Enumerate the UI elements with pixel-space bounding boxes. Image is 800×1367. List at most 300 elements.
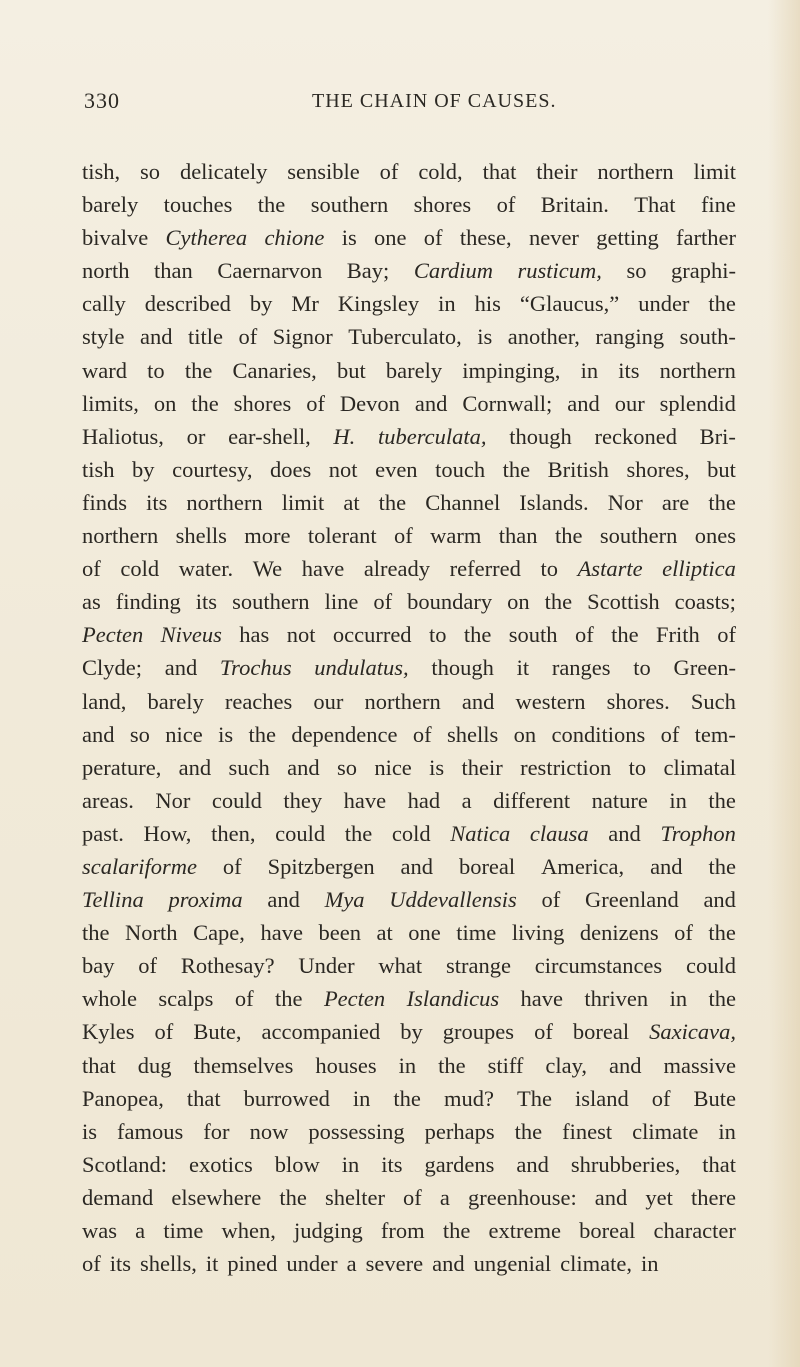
- word: northern: [364, 688, 441, 714]
- word: extreme: [488, 1218, 561, 1243]
- word: to: [628, 754, 647, 780]
- word: of: [373, 589, 393, 615]
- word: our: [614, 390, 645, 416]
- word: his: [474, 291, 501, 317]
- word: the: [611, 622, 639, 648]
- word: southern: [599, 523, 678, 549]
- word: of: [82, 556, 101, 582]
- word: another,: [507, 324, 580, 350]
- word: its: [109, 1251, 132, 1277]
- word: shores,: [626, 456, 690, 482]
- word: in: [352, 1085, 371, 1111]
- word: so: [129, 721, 150, 747]
- word: finds: [82, 489, 127, 515]
- word: style: [82, 324, 125, 350]
- word: touch: [435, 456, 486, 482]
- word: Cytherea: [165, 225, 248, 251]
- word: Such: [690, 688, 736, 714]
- text-line: [82, 1115, 736, 1148]
- word: nature: [591, 787, 648, 813]
- word: the: [438, 1052, 466, 1078]
- word: Mr: [291, 291, 319, 317]
- word: the: [344, 820, 373, 846]
- word: northern: [597, 159, 674, 184]
- word: conditions: [551, 721, 646, 747]
- running-head: [0, 88, 800, 118]
- word: tish,: [82, 159, 121, 184]
- word: the: [708, 489, 736, 515]
- word: and: [516, 1151, 549, 1177]
- word: the: [514, 1118, 543, 1144]
- word: climatal: [663, 754, 736, 780]
- word: circumstances: [534, 953, 663, 979]
- word: finding: [115, 589, 181, 615]
- word: it: [516, 655, 530, 681]
- word: scalps: [158, 986, 214, 1012]
- word: How,: [143, 820, 192, 846]
- word: of: [138, 953, 158, 979]
- text-line: [82, 817, 736, 850]
- word: the: [708, 291, 736, 317]
- word: sensible: [287, 159, 360, 184]
- text-line: [82, 1181, 736, 1214]
- word: have: [260, 920, 303, 946]
- word: boreal: [579, 1218, 636, 1243]
- word: Bute: [693, 1085, 736, 1111]
- word: a: [461, 787, 472, 813]
- word: southern: [310, 192, 389, 218]
- word: and: [567, 390, 600, 416]
- word: splendid: [659, 390, 736, 416]
- text-line: [82, 883, 736, 916]
- word: Islands.: [519, 489, 589, 515]
- word: time: [163, 1218, 204, 1243]
- word: though: [509, 423, 572, 449]
- word: so: [626, 258, 647, 284]
- word: to: [540, 556, 558, 582]
- word: and: [703, 887, 736, 913]
- word: “Glaucus,”: [519, 291, 620, 317]
- word: at: [376, 920, 393, 946]
- word: Haliotus,: [82, 423, 164, 449]
- word: the: [248, 721, 276, 747]
- word: of: [660, 721, 680, 747]
- word: and: [608, 1052, 642, 1078]
- word: they: [283, 787, 323, 813]
- word: not: [286, 622, 316, 648]
- word: described: [144, 291, 231, 317]
- text-line: [82, 188, 736, 221]
- word: bivalve: [82, 225, 149, 251]
- word: their: [536, 159, 578, 184]
- word: one: [374, 225, 407, 251]
- word: a: [135, 1218, 146, 1243]
- word: blow: [274, 1151, 320, 1177]
- text-line: [82, 718, 736, 751]
- word: is: [218, 721, 234, 747]
- word: Devon: [339, 390, 400, 416]
- word: impinging,: [462, 357, 561, 383]
- word: time: [456, 920, 497, 946]
- text-line: [82, 784, 736, 817]
- word: southern: [232, 589, 310, 615]
- word: of: [238, 324, 258, 350]
- word: the: [544, 589, 573, 615]
- word: is: [477, 324, 493, 350]
- word: their: [461, 754, 503, 780]
- word: Spitzbergen: [267, 853, 375, 879]
- word: and: [594, 1184, 628, 1210]
- word: yet: [645, 1184, 673, 1210]
- word: cold,: [418, 159, 463, 184]
- word: shores.: [606, 688, 670, 714]
- word: bay: [82, 953, 115, 979]
- word: on: [153, 390, 177, 416]
- word: reckoned: [594, 423, 677, 449]
- word: has: [239, 622, 270, 648]
- word: judging: [294, 1218, 363, 1243]
- word: barely: [82, 192, 139, 218]
- word: perhaps: [424, 1118, 495, 1144]
- word: had: [407, 787, 441, 813]
- word: Tuberculato,: [348, 324, 462, 350]
- word: of: [423, 225, 443, 251]
- word: Caernarvon: [217, 258, 323, 284]
- word: elsewhere: [171, 1184, 262, 1210]
- word: occurred: [332, 622, 412, 648]
- word: Cornwall;: [462, 390, 553, 416]
- word: its: [381, 1151, 403, 1177]
- word: by: [249, 291, 273, 317]
- word: shelter: [324, 1184, 385, 1210]
- word: the: [708, 787, 736, 813]
- word: shores: [233, 390, 292, 416]
- word: Pecten: [323, 986, 386, 1012]
- word: graphi-: [671, 258, 736, 284]
- word: water.: [178, 556, 234, 582]
- word: ranging: [595, 324, 665, 350]
- text-line: [82, 685, 736, 718]
- word: finest: [562, 1118, 613, 1144]
- word: of: [534, 1019, 553, 1045]
- word: title: [187, 324, 223, 350]
- text-line: [82, 420, 736, 453]
- word: ungenial: [473, 1251, 552, 1277]
- text-line: [82, 320, 736, 353]
- word: could: [211, 787, 262, 813]
- word: could: [685, 953, 736, 979]
- word: cold: [120, 556, 160, 582]
- word: under: [286, 1251, 338, 1277]
- word: fine: [700, 192, 736, 218]
- text-line: [82, 354, 736, 387]
- word: when,: [221, 1218, 276, 1243]
- word: is: [82, 1118, 98, 1144]
- word: mud?: [443, 1085, 494, 1111]
- word: south: [508, 622, 558, 648]
- word: stiff: [487, 1052, 524, 1078]
- word: British: [547, 456, 609, 482]
- word: strange: [445, 953, 511, 979]
- word: Cardium: [413, 258, 494, 284]
- word: demand: [82, 1184, 154, 1210]
- word: of: [574, 622, 594, 648]
- word: northern: [82, 523, 159, 549]
- text-line: [82, 287, 736, 320]
- word: dug: [137, 1052, 172, 1078]
- word: referred: [449, 556, 521, 582]
- word: in: [669, 787, 687, 813]
- word: its: [618, 357, 640, 383]
- word: tem-: [694, 721, 736, 747]
- word: its: [195, 589, 218, 615]
- word: it: [205, 1251, 219, 1277]
- word: are: [661, 489, 690, 515]
- word: and: [139, 324, 173, 350]
- word: even: [375, 456, 418, 482]
- word: that: [482, 159, 517, 184]
- word: is: [429, 754, 445, 780]
- word: that: [82, 1052, 116, 1078]
- word: tolerant: [307, 523, 377, 549]
- word: have: [520, 986, 563, 1012]
- word: farther: [675, 225, 736, 251]
- word: of: [496, 192, 516, 218]
- word: Under: [298, 953, 355, 979]
- word: Islandicus: [406, 986, 500, 1012]
- word: and: [414, 390, 448, 416]
- word: getting: [596, 225, 659, 251]
- text-line: [82, 221, 736, 254]
- word: could: [275, 820, 326, 846]
- word: line: [324, 589, 359, 615]
- word: That: [634, 192, 676, 218]
- word: scalariforme: [82, 853, 197, 879]
- word: boreal: [458, 853, 516, 879]
- word: of: [306, 390, 325, 416]
- word: western: [515, 688, 586, 714]
- word: Signor: [272, 324, 333, 350]
- word: delicately: [179, 159, 268, 184]
- word: on: [513, 721, 537, 747]
- text-line: [82, 949, 736, 982]
- word: of: [394, 523, 413, 549]
- word: Mya: [324, 887, 365, 913]
- text-line: [82, 850, 736, 883]
- text-line: [82, 254, 736, 287]
- word: elliptica: [662, 556, 736, 582]
- word: so: [336, 754, 357, 780]
- word: Uddevallensis: [389, 887, 517, 913]
- word: but: [707, 456, 736, 482]
- text-line: [82, 1247, 736, 1280]
- word: there: [690, 1184, 736, 1210]
- word: that: [186, 1085, 221, 1111]
- body-text: [82, 155, 736, 1280]
- word: of: [412, 721, 432, 747]
- word: nice: [374, 754, 412, 780]
- text-line: [82, 618, 736, 651]
- word: the: [279, 1184, 307, 1210]
- word: the: [554, 523, 583, 549]
- word: a: [346, 1251, 357, 1277]
- word: America,: [541, 853, 625, 879]
- word: cold: [391, 820, 431, 846]
- word: different: [493, 787, 571, 813]
- word: perature,: [82, 754, 162, 780]
- word: the: [378, 489, 407, 515]
- word: that: [702, 1151, 736, 1177]
- word: Tellina: [82, 887, 144, 913]
- word: more: [244, 523, 291, 549]
- word: shells,: [140, 1251, 197, 1277]
- word: the: [191, 390, 219, 416]
- word: Trophon: [660, 820, 736, 846]
- word: of: [222, 853, 242, 879]
- word: the: [502, 456, 531, 482]
- word: Bute,: [193, 1019, 242, 1045]
- word: under: [638, 291, 690, 317]
- word: Bri-: [699, 423, 736, 449]
- word: the: [708, 853, 736, 879]
- word: in: [718, 1118, 736, 1144]
- text-line: [82, 751, 736, 784]
- text-line: [82, 1214, 736, 1247]
- text-line: [82, 552, 736, 585]
- word: the: [463, 622, 492, 648]
- word: in: [438, 291, 456, 317]
- word: living: [511, 920, 565, 946]
- word: Astarte: [577, 556, 643, 582]
- word: barely: [147, 688, 204, 714]
- word: limit: [693, 159, 736, 184]
- word: past.: [82, 820, 124, 846]
- word: Natica: [450, 820, 511, 846]
- word: Nor: [607, 489, 643, 515]
- word: in: [398, 1052, 417, 1078]
- word: as: [82, 589, 101, 615]
- word: and: [608, 820, 641, 846]
- text-line: [82, 1148, 736, 1181]
- word: Clyde;: [82, 655, 142, 681]
- word: Britain.: [540, 192, 609, 218]
- text-line: [82, 519, 736, 552]
- word: island: [574, 1085, 629, 1111]
- word: Trochus: [219, 655, 292, 681]
- page-number: 330: [84, 88, 120, 113]
- word: Frith: [656, 622, 700, 648]
- word: character: [653, 1218, 736, 1243]
- word: gardens: [424, 1151, 495, 1177]
- word: houses: [315, 1052, 377, 1078]
- word: undulatus,: [314, 655, 409, 681]
- word: dependence: [291, 721, 398, 747]
- word: barely: [385, 357, 443, 383]
- word: Scottish: [587, 589, 660, 615]
- word: ranges: [551, 655, 611, 681]
- word: whole: [82, 986, 137, 1012]
- word: shrubberies,: [570, 1151, 681, 1177]
- word: of: [403, 1184, 422, 1210]
- word: proxima: [168, 887, 243, 913]
- word: Kingsley: [337, 291, 420, 317]
- running-title: THE CHAIN OF CAUSES.: [312, 90, 557, 112]
- word: ward: [82, 357, 127, 383]
- word: Rothesay?: [180, 953, 275, 979]
- word: from: [380, 1218, 425, 1243]
- word: now: [249, 1118, 289, 1144]
- word: or: [186, 423, 206, 449]
- word: Cape,: [193, 920, 245, 946]
- word: one: [408, 920, 441, 946]
- word: rusticum,: [517, 258, 602, 284]
- word: cally: [82, 291, 126, 317]
- word: ear-shell,: [228, 423, 311, 449]
- word: south-: [679, 324, 736, 350]
- word: in: [580, 357, 599, 383]
- word: touches: [163, 192, 233, 218]
- word: Niveus: [160, 622, 222, 648]
- word: what: [378, 953, 423, 979]
- word: in: [669, 986, 688, 1012]
- word: tuberculata,: [378, 423, 487, 449]
- word: these,: [459, 225, 512, 251]
- word: Kyles: [82, 1019, 135, 1045]
- word: in: [640, 1251, 659, 1277]
- word: on: [507, 589, 530, 615]
- word: groupes: [442, 1019, 515, 1045]
- word: thriven: [584, 986, 649, 1012]
- word: chione: [264, 225, 325, 251]
- word: shells: [446, 721, 499, 747]
- word: North: [125, 920, 178, 946]
- word: Greenland: [585, 887, 679, 913]
- word: Canaries,: [232, 357, 317, 383]
- word: then,: [211, 820, 256, 846]
- word: of: [82, 1251, 101, 1277]
- word: and: [650, 853, 683, 879]
- word: Nor: [155, 787, 191, 813]
- word: Channel: [425, 489, 501, 515]
- word: the: [275, 986, 303, 1012]
- word: than: [498, 523, 538, 549]
- word: greenhouse:: [467, 1184, 577, 1210]
- word: ones: [694, 523, 736, 549]
- word: a: [439, 1184, 450, 1210]
- word: but: [336, 357, 366, 383]
- word: though: [431, 655, 494, 681]
- word: exotics: [188, 1151, 253, 1177]
- word: not: [328, 456, 358, 482]
- word: by: [400, 1019, 423, 1045]
- text-line: [82, 651, 736, 684]
- text-line: [82, 982, 736, 1015]
- word: such: [228, 754, 270, 780]
- word: its: [146, 489, 168, 515]
- word: of: [379, 159, 399, 184]
- word: was: [82, 1218, 117, 1243]
- word: courtesy,: [172, 456, 253, 482]
- word: Panopea,: [82, 1085, 164, 1111]
- word: and: [432, 1251, 465, 1277]
- word: shells: [175, 523, 227, 549]
- word: to: [428, 622, 447, 648]
- word: been: [318, 920, 361, 946]
- word: possessing: [308, 1118, 405, 1144]
- word: areas.: [82, 787, 134, 813]
- word: clay,: [545, 1052, 588, 1078]
- word: Scotland:: [82, 1151, 167, 1177]
